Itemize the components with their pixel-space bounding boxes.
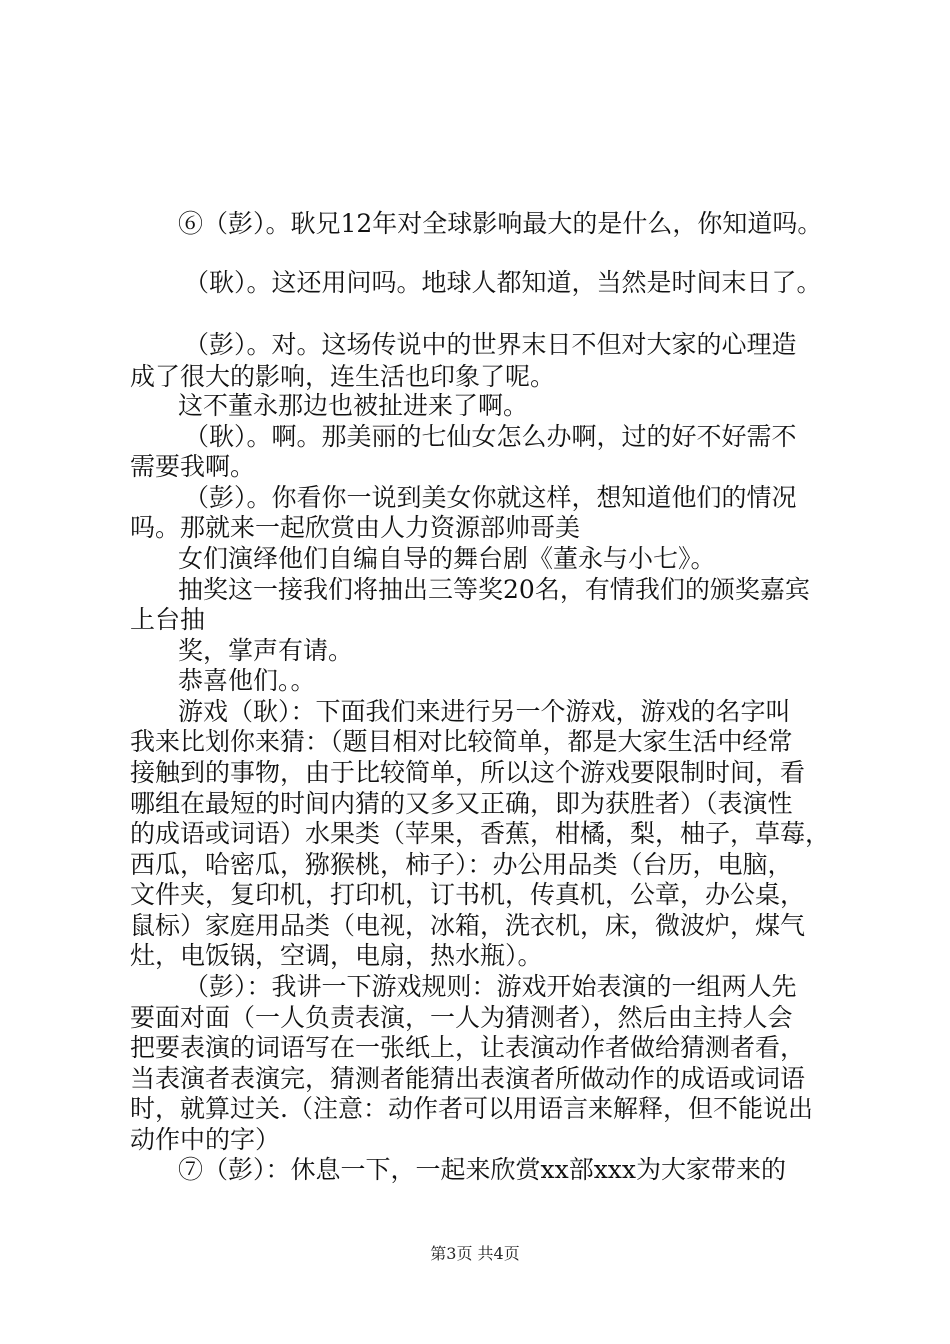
text-line-4: 成了很大的影响，连生活也印象了呢。: [130, 362, 556, 391]
text-line-5: 这不董永那边也被扯进来了啊。: [178, 391, 529, 420]
text-line-19: 的成语或词语）水果类（苹果，香蕉，柑橘，梨，柚子，草莓，: [130, 819, 831, 848]
text-line-13: 奖，掌声有请。: [178, 636, 354, 665]
text-line-18: 哪组在最短的时间内猜的又多又正确，即为获胜者）（表演性: [130, 789, 793, 818]
text-line-9: 吗。那就来一起欣赏由人力资源部帅哥美: [130, 513, 581, 542]
text-line-17: 接触到的事物，由于比较简单，所以这个游戏要限制时间，看: [130, 758, 806, 787]
text-line-28: 时，就算过关.（注意：动作者可以用语言来解释，但不能说出: [130, 1094, 813, 1123]
text-line-1: ⑥（彭）。耿兄12年对全球影响最大的是什么，你知道吗。: [178, 209, 823, 238]
text-line-26: 把要表演的词语写在一张纸上，让表演动作者做给猜测者看，: [130, 1033, 806, 1062]
text-line-12: 上台抽: [130, 605, 206, 634]
text-line-3: （彭）。对。这场传说中的世界末日不但对大家的心理造: [184, 330, 797, 359]
text-line-10: 女们演绎他们自编自导的舞台剧《董永与小七》。: [178, 544, 716, 573]
text-line-23: 灶，电饭锅，空调，电扇，热水瓶）。: [130, 941, 543, 970]
text-line-24: （彭）：我讲一下游戏规则：游戏开始表演的一组两人先: [184, 972, 797, 1001]
text-line-22: 鼠标）家庭用品类（电视，冰箱，洗衣机，床，微波炉，煤气: [130, 911, 806, 940]
text-line-6: （耿）。啊。那美丽的七仙女怎么办啊，过的好不好需不: [184, 422, 797, 451]
text-line-7: 需要我啊。: [130, 452, 256, 481]
text-line-25: 要面对面（一人负责表演，一人为猜测者），然后由主持人会: [130, 1003, 793, 1032]
text-line-20: 西瓜，哈密瓜，猕猴桃，柿子）：办公用品类（台历，电脑，: [130, 850, 793, 879]
text-line-8: （彭）。你看你一说到美女你就这样，想知道他们的情况: [184, 483, 797, 512]
text-line-21: 文件夹，复印机，打印机，订书机，传真机，公章，办公桌，: [130, 880, 806, 909]
page-number-footer: 第3页 共4页: [430, 1244, 520, 1263]
text-line-30: ⑦（彭）：休息一下，一起来欣赏xx部xxx为大家带来的: [178, 1155, 786, 1184]
text-line-11: 抽奖这一接我们将抽出三等奖20名，有情我们的颁奖嘉宾: [178, 575, 810, 604]
text-line-29: 动作中的字）: [130, 1125, 281, 1154]
text-line-14: 恭喜他们。。: [178, 666, 316, 695]
text-line-15: 游戏（耿）：下面我们来进行另一个游戏，游戏的名字叫: [178, 697, 791, 726]
text-line-16: 我来比划你来猜：（题目相对比较简单，都是大家生活中经常: [130, 727, 793, 756]
text-line-2: （耿）。这还用问吗。地球人都知道，当然是时间末日了。: [184, 268, 822, 297]
text-line-27: 当表演者表演完，猜测者能猜出表演者所做动作的成语或词语: [130, 1064, 806, 1093]
